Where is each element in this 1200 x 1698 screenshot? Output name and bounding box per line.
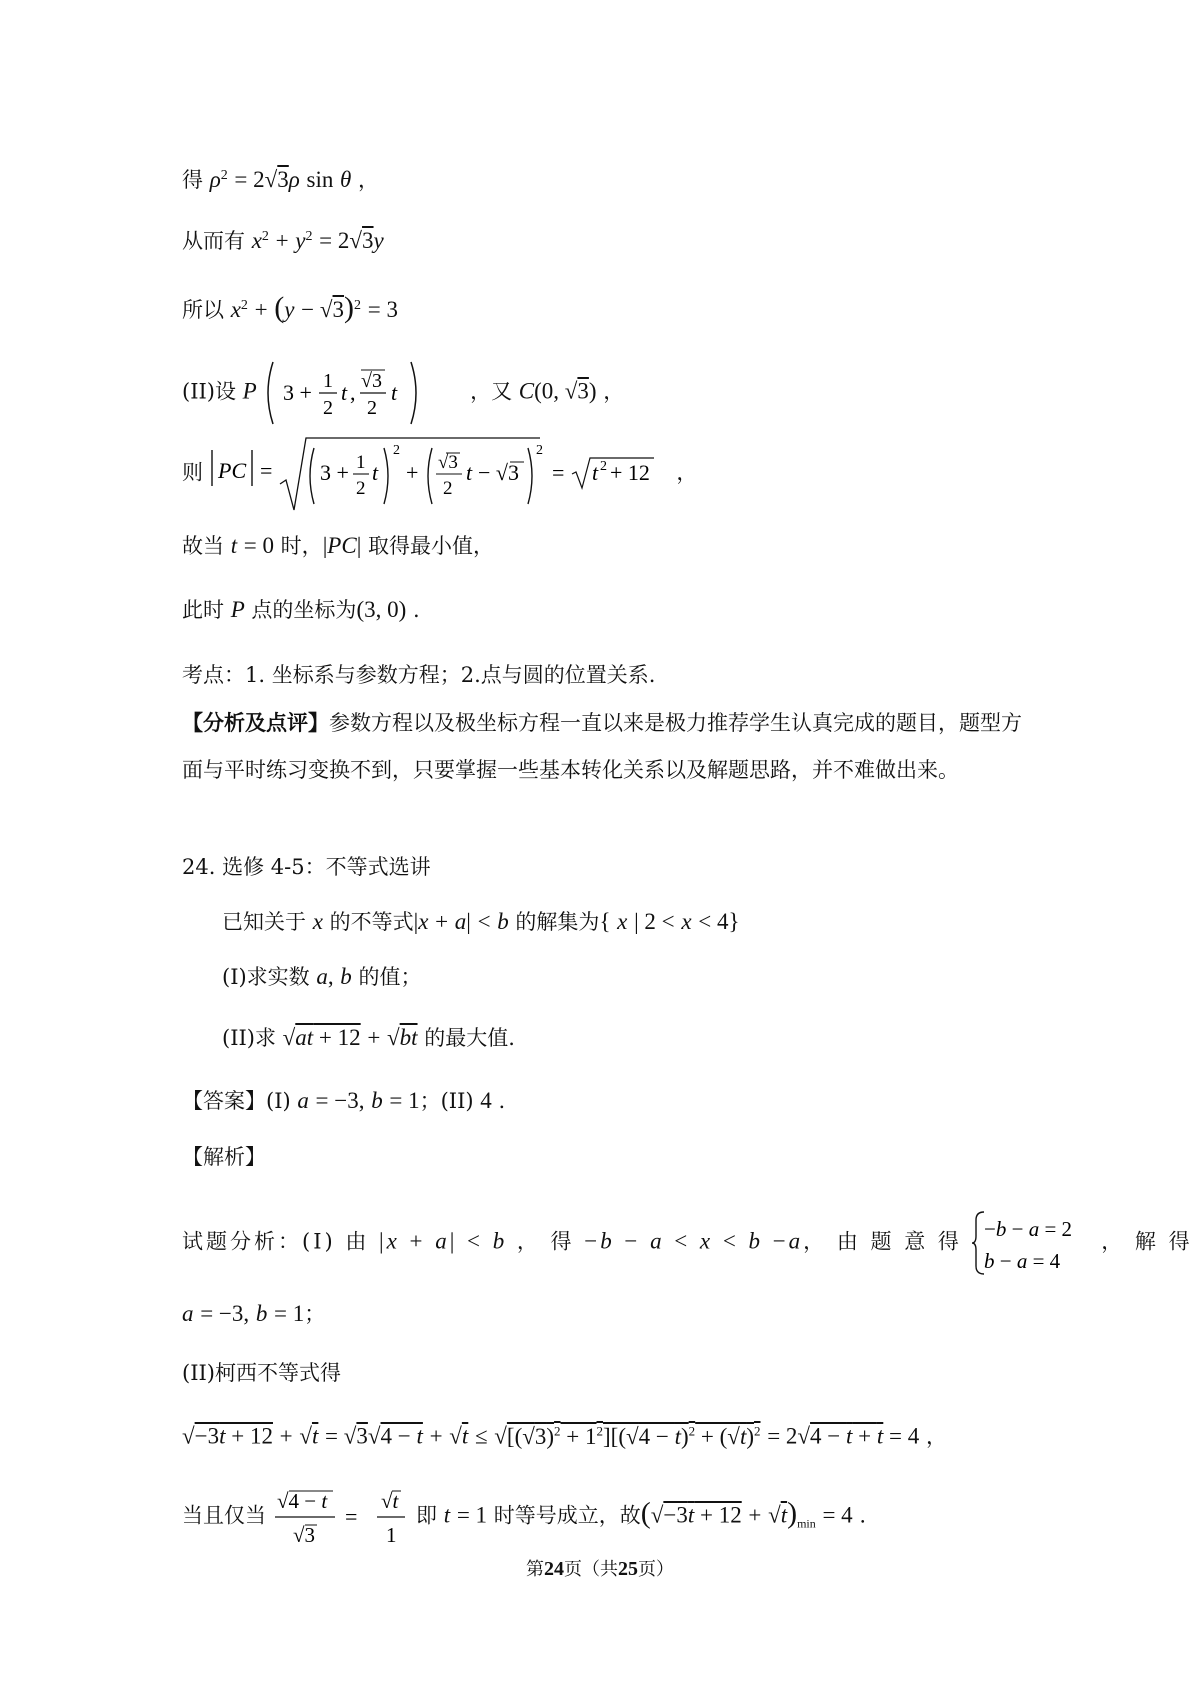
line-18: (II)柯西不等式得 bbox=[182, 1361, 341, 1385]
line-9a: 【分析及点评】参数方程以及极坐标方程一直以来是极力推荐学生认真完成的题目，题型方 bbox=[182, 710, 1022, 735]
footer-suffix: 页） bbox=[638, 1559, 674, 1580]
svg-text:t: t bbox=[371, 460, 378, 485]
footer-page-number: 24 bbox=[544, 1558, 564, 1580]
line-8: 考点：1. 坐标系与参数方程；2.点与圆的位置关系. bbox=[182, 663, 656, 687]
line-17: a = −3, b = 1； bbox=[182, 1301, 326, 1326]
svg-text:,: , bbox=[350, 380, 356, 405]
line-15: 【解析】 bbox=[182, 1145, 266, 1169]
line-2: 从而有 $x^2 + y^2 = 2√3y$ bbox=[182, 228, 384, 253]
svg-text:1: 1 bbox=[323, 370, 334, 392]
system-of-equations bbox=[972, 1210, 1092, 1276]
line-12: (I)求实数 a, b 的值； bbox=[222, 964, 422, 989]
pc-distance-formula bbox=[210, 434, 670, 514]
line-4: (II)设 P 3 + 1 2 t , √3 2 t ，又 C(0, √3) ， bbox=[182, 360, 624, 426]
svg-text:=: = bbox=[344, 1504, 358, 1529]
line-9b: 面与平时练习变换不到，只要掌握一些基本转化关系以及解题思路，并不难做出来。 bbox=[182, 758, 959, 782]
line-19: $√-3t + 12 + √t = √3√4 - t + √t \le √[(√3)^2 + 1^2][(√4 - t)^2 + (√t)^2 = 2√4 - t + t = 4$ ， bbox=[182, 1423, 947, 1449]
svg-text:3 +: 3 + bbox=[319, 460, 349, 485]
svg-text:2: 2 bbox=[367, 397, 378, 419]
line-16: 试题分析：(I) 由 |x + a| < b ， 得 −b − a < x < b −a， 由 题 意 得 −b − a = 2 b − a = 4 ， 解 得 bbox=[182, 1210, 1193, 1276]
line-5: 则 PC = 3 + 1 2 t 2 + √3 2 t − √3 2 = t 2 + 12 ， bbox=[182, 434, 697, 514]
svg-text:√3: √3 bbox=[361, 370, 383, 392]
svg-text:=: = bbox=[551, 460, 565, 485]
line-3: 所以 $x^2 + (y - √3)^2 = 3$ bbox=[182, 291, 398, 324]
footer-total-pages: 25 bbox=[618, 1558, 638, 1580]
svg-text:1: 1 bbox=[386, 1523, 397, 1547]
line-14: 【答案】(I) a = −3, b = 1；(II) 4 . bbox=[182, 1088, 506, 1113]
svg-text:=: = bbox=[259, 458, 273, 483]
page-footer bbox=[0, 1555, 1200, 1581]
svg-text:− √3: − √3 bbox=[477, 460, 519, 485]
svg-text:3 +: 3 + bbox=[283, 380, 313, 405]
svg-text:√3: √3 bbox=[437, 452, 458, 473]
sqrt-t-over-one bbox=[375, 1484, 409, 1550]
line-7: 此时 P 点的坐标为(3, 0) . bbox=[182, 597, 420, 622]
line-11: 已知关于 x 的不等式|x + a| < b 的解集为{ x | 2 < x < 4} bbox=[222, 909, 740, 934]
svg-text:2: 2 bbox=[599, 459, 607, 474]
svg-text:+: + bbox=[405, 460, 419, 485]
svg-text:t: t bbox=[341, 380, 348, 405]
line-13: (II)求 √at + 12 + √bt 的最大值. bbox=[222, 1025, 515, 1050]
svg-text:t: t bbox=[591, 460, 598, 485]
svg-text:2: 2 bbox=[323, 397, 334, 419]
svg-text:−b − a = 2: −b − a = 2 bbox=[983, 1217, 1072, 1241]
line-20: 当且仅当 √4 − t √3 = √t 1 即 t = 1 时等号成立，故$(√-3t + 12 + √t)_{min} = 4$ . bbox=[182, 1484, 866, 1550]
svg-text:2: 2 bbox=[535, 443, 543, 458]
svg-text:1: 1 bbox=[355, 452, 366, 473]
svg-text:b − a = 4: b − a = 4 bbox=[983, 1249, 1060, 1273]
svg-text:+ 12: + 12 bbox=[609, 460, 650, 485]
svg-text:2: 2 bbox=[442, 478, 453, 499]
svg-text:√3: √3 bbox=[292, 1523, 315, 1547]
svg-text:√4 − t: √4 − t bbox=[276, 1489, 327, 1513]
svg-text:t: t bbox=[465, 460, 472, 485]
svg-text:PC: PC bbox=[217, 458, 246, 483]
svg-text:√t: √t bbox=[381, 1489, 399, 1513]
equality-condition-fraction bbox=[273, 1484, 369, 1550]
line-6: 故当 t = 0 时，|PC| 取得最小值， bbox=[182, 533, 494, 558]
svg-text:2: 2 bbox=[392, 443, 400, 458]
svg-text:t: t bbox=[391, 380, 398, 405]
footer-middle: 页（共 bbox=[564, 1559, 618, 1580]
footer-prefix: 第 bbox=[526, 1559, 544, 1580]
point-p-formula bbox=[263, 360, 463, 426]
svg-text:2: 2 bbox=[355, 478, 366, 499]
line-1: 得 $\rho^2 = 2√3\rho$ sin θ ， bbox=[182, 167, 380, 192]
line-10: 24. 选修 4-5：不等式选讲 bbox=[182, 855, 431, 879]
